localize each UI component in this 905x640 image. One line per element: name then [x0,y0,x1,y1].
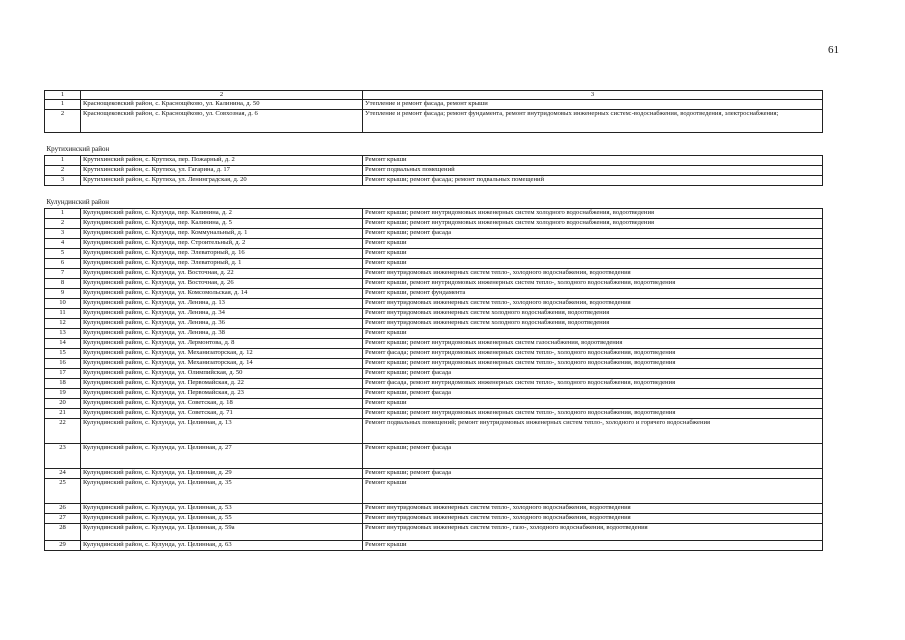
row-work-description: Ремонт внутридомовых инженерных систем холодного водоснабжения, водоотведения [363,319,823,329]
table-row [45,541,823,551]
row-number: 23 [45,444,81,469]
works-table-body [45,91,823,551]
row-number: 1 [45,209,81,219]
row-address: Кулундинский район, с. Кулунда, ул. Целинная, д. 53 [81,504,363,514]
section-title: Крутихинский район [45,133,823,156]
row-number: 24 [45,469,81,479]
row-address: Кулундинский район, с. Кулунда, пер. Строительный, д. 2 [81,239,363,249]
table-row [45,319,823,329]
table-row [45,176,823,186]
row-number: 27 [45,514,81,524]
row-address: Кулундинский район, с. Кулунда, ул. Механизаторская, д. 14 [81,359,363,369]
row-address: Кулундинский район, с. Кулунда, ул. Целинная, д. 63 [81,541,363,551]
table-row [45,409,823,419]
row-work-description: Ремонт внутридомовых инженерных систем тепло-, холодного водоснабжения, водоотведения [363,299,823,309]
row-work-description: Ремонт крыши; ремонт внутридомовых инженерных систем газоснабжения, водоотведения [363,339,823,349]
row-address: Крутихинский район, с. Крутиха, ул. Ленинградская, д. 20 [81,176,363,186]
row-address: Краснощековский район, с. Краснощёково, ул. Калинина, д. 50 [81,100,363,110]
table-row [45,229,823,239]
row-work-description: Ремонт крыши; ремонт фасада; ремонт подвальных помещений [363,176,823,186]
row-number: 20 [45,399,81,409]
table-row [45,219,823,229]
table-header-row [45,91,823,100]
row-address: Кулундинский район, с. Кулунда, ул. Целинная, д. 35 [81,479,363,504]
section-row [45,133,823,156]
table-row [45,339,823,349]
table-row [45,389,823,399]
table-row [45,309,823,319]
row-address: Кулундинский район, с. Кулунда, пер. Элеваторный, д. 16 [81,249,363,259]
row-work-description: Утепление и ремонт фасада; ремонт фундамента, ремонт внутридомовых инженерных систем:-водоснабжения, водоотведения, электроснабжения; [363,110,823,133]
row-address: Крутихинский район, с. Крутиха, пер. Пожарный, д. 2 [81,156,363,166]
table-row [45,299,823,309]
row-address: Кулундинский район, с. Кулунда, ул. Советская, д. 71 [81,409,363,419]
row-number: 18 [45,379,81,389]
row-number: 17 [45,369,81,379]
row-number: 19 [45,389,81,399]
table-row [45,479,823,504]
row-address: Кулундинский район, с. Кулунда, ул. Ленина, д. 36 [81,319,363,329]
table-row [45,514,823,524]
row-number: 26 [45,504,81,514]
row-work-description: Ремонт фасада, ремонт внутридомовых инженерных систем тепло-, холодного водоснабжения, водоотведения [363,379,823,389]
row-number: 10 [45,299,81,309]
row-work-description: Ремонт крыши, ремонт фундамента [363,289,823,299]
row-number: 7 [45,269,81,279]
row-address: Кулундинский район, с. Кулунда, ул. Восточная, д. 22 [81,269,363,279]
table-row [45,419,823,444]
row-address: Кулундинский район, с. Кулунда, пер. Элеваторный, д. 1 [81,259,363,269]
column-header-3: 3 [363,91,823,100]
row-work-description: Ремонт крыши; ремонт внутридомовых инженерных систем тепло-, холодного водоснабжения, водоотведения [363,409,823,419]
row-number: 25 [45,479,81,504]
row-number: 3 [45,176,81,186]
row-work-description: Ремонт внутридомовых инженерных систем холодного водоснабжения, водоотведения [363,309,823,319]
row-work-description: Ремонт крыши; ремонт внутридомовых инженерных систем холодного водоснабжения, водоотведения [363,209,823,219]
row-number: 3 [45,229,81,239]
row-work-description: Ремонт крыши [363,541,823,551]
row-number: 1 [45,156,81,166]
row-address: Кулундинский район, с. Кулунда, пер. Калинина, д. 2 [81,209,363,219]
row-number: 14 [45,339,81,349]
table-row [45,369,823,379]
row-work-description: Ремонт крыши; ремонт внутридомовых инженерных систем тепло-, холодного водоснабжения, водоотведения [363,359,823,369]
table-row [45,239,823,249]
row-number: 2 [45,166,81,176]
row-work-description: Ремонт фасада; ремонт внутридомовых инженерных систем тепло-, холодного водоснабжения, водоотведения [363,349,823,359]
column-header-2: 2 [81,91,363,100]
row-number: 11 [45,309,81,319]
row-work-description: Утепление и ремонт фасада, ремонт крыши [363,100,823,110]
row-address: Кулундинский район, с. Кулунда, ул. Целинная, д. 13 [81,419,363,444]
row-address: Кулундинский район, с. Кулунда, ул. Целинная, д. 27 [81,444,363,469]
table-row [45,156,823,166]
row-work-description: Ремонт крыши; ремонт фасада [363,369,823,379]
table-row [45,399,823,409]
row-address: Кулундинский район, с. Кулунда, ул. Советская, д. 18 [81,399,363,409]
row-work-description: Ремонт крыши, ремонт внутридомовых инженерных систем тепло-, холодного водоснабжения, водоотведения [363,279,823,289]
row-number: 15 [45,349,81,359]
row-address: Кулундинский район, с. Кулунда, пер. Коммунальный, д. 1 [81,229,363,239]
row-address: Кулундинский район, с. Кулунда, ул. Комсомольская, д. 14 [81,289,363,299]
table-row [45,209,823,219]
row-work-description: Ремонт крыши [363,479,823,504]
row-work-description: Ремонт крыши [363,249,823,259]
row-address: Кулундинский район, с. Кулунда, ул. Ленина, д. 38 [81,329,363,339]
row-number: 4 [45,239,81,249]
row-number: 21 [45,409,81,419]
row-address: Кулундинский район, с. Кулунда, ул. Целинная, д. 55 [81,514,363,524]
row-number: 13 [45,329,81,339]
row-address: Крутихинский район, с. Крутиха, ул. Гагарина, д. 17 [81,166,363,176]
table-row [45,524,823,541]
table-row [45,469,823,479]
table-row [45,279,823,289]
row-number: 29 [45,541,81,551]
row-number: 2 [45,110,81,133]
section-row [45,186,823,209]
row-address: Кулундинский район, с. Кулунда, ул. Олимпийская, д. 50 [81,369,363,379]
table-row [45,269,823,279]
table-row [45,110,823,133]
row-work-description: Ремонт внутридомовых инженерных систем тепло-, холодного водоснабжения, водоотведения [363,269,823,279]
row-address: Кулундинский район, с. Кулунда, ул. Целинная, д. 29 [81,469,363,479]
table-row [45,349,823,359]
row-number: 28 [45,524,81,541]
row-work-description: Ремонт крыши [363,239,823,249]
works-table [44,90,823,551]
table-row [45,249,823,259]
row-address: Кулундинский район, с. Кулунда, ул. Лермонтова, д. 8 [81,339,363,349]
row-work-description: Ремонт внутридомовых инженерных систем тепло-, холодного водоснабжения, водоотведения [363,504,823,514]
table-row [45,379,823,389]
row-number: 6 [45,259,81,269]
row-number: 8 [45,279,81,289]
row-work-description: Ремонт крыши; ремонт фасада [363,229,823,239]
table-row [45,444,823,469]
table-row [45,259,823,269]
row-work-description: Ремонт внутридомовых инженерных систем тепло-, холодного водоснабжения, водоотведения [363,514,823,524]
row-address: Кулундинский район, с. Кулунда, ул. Целинная, д. 59а [81,524,363,541]
row-number: 2 [45,219,81,229]
page-number: 61 [828,44,839,56]
table-row [45,166,823,176]
row-work-description: Ремонт крыши; ремонт фасада [363,469,823,479]
row-address: Кулундинский район, с. Кулунда, пер. Калинина, д. 5 [81,219,363,229]
row-work-description: Ремонт внутридомовых инженерных систем тепло-, газо-, холодного водоснабжения, водоотведения [363,524,823,541]
row-address: Кулундинский район, с. Кулунда, ул. Первомайская, д. 22 [81,379,363,389]
table-row [45,504,823,514]
row-work-description: Ремонт подвальных помещений [363,166,823,176]
row-number: 16 [45,359,81,369]
row-number: 22 [45,419,81,444]
table-row [45,329,823,339]
table-row [45,100,823,110]
row-address: Кулундинский район, с. Кулунда, ул. Первомайская, д. 23 [81,389,363,399]
row-number: 9 [45,289,81,299]
row-work-description: Ремонт крыши [363,399,823,409]
row-work-description: Ремонт подвальных помещений; ремонт внутридомовых инженерных систем тепло-, холодного и горячего водоснабжения [363,419,823,444]
row-number: 5 [45,249,81,259]
row-work-description: Ремонт крыши [363,329,823,339]
row-address: Кулундинский район, с. Кулунда, ул. Ленина, д. 13 [81,299,363,309]
table-row [45,289,823,299]
column-header-1: 1 [45,91,81,100]
section-title: Кулундинский район [45,186,823,209]
row-work-description: Ремонт крыши, ремонт фасада [363,389,823,399]
row-address: Кулундинский район, с. Кулунда, ул. Механизаторская, д. 12 [81,349,363,359]
table-row [45,359,823,369]
row-address: Кулундинский район, с. Кулунда, ул. Восточная, д. 26 [81,279,363,289]
row-work-description: Ремонт крыши [363,156,823,166]
row-work-description: Ремонт крыши; ремонт фасада [363,444,823,469]
row-address: Кулундинский район, с. Кулунда, ул. Ленина, д. 34 [81,309,363,319]
row-address: Краснощековский район, с. Краснощёково, ул. Совхозная, д. 6 [81,110,363,133]
row-work-description: Ремонт крыши; ремонт внутридомовых инженерных систем холодного водоснабжения, водоотведения [363,219,823,229]
row-number: 12 [45,319,81,329]
row-number: 1 [45,100,81,110]
row-work-description: Ремонт крыши [363,259,823,269]
